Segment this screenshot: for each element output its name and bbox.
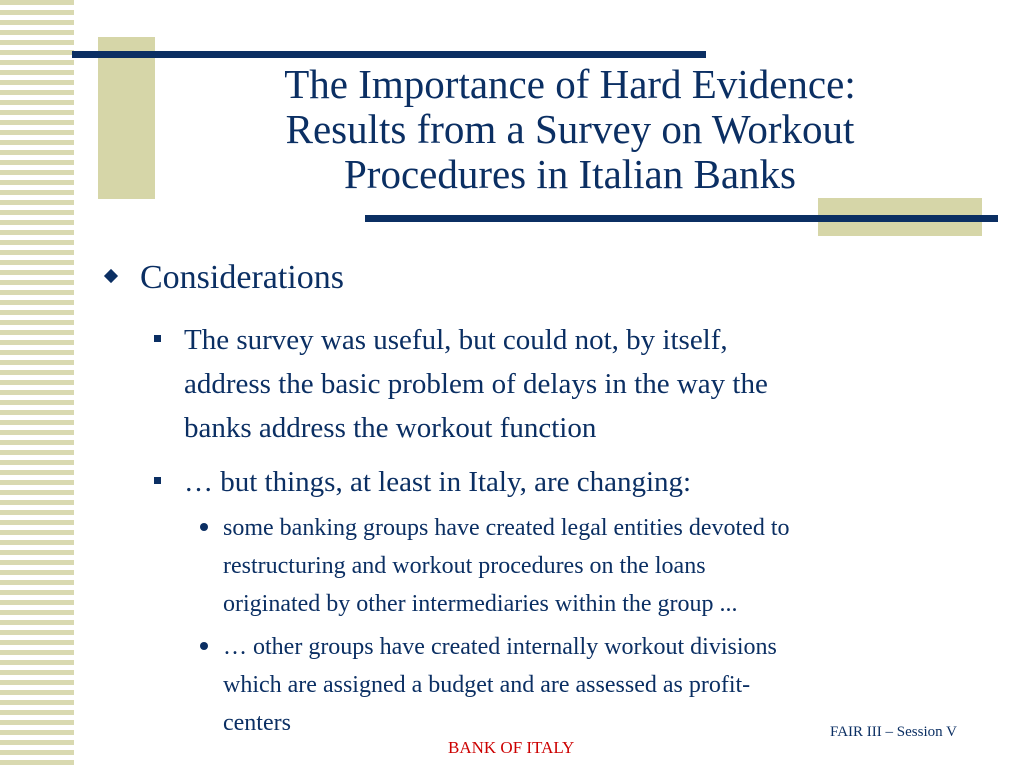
dot-bullet-icon	[200, 523, 208, 531]
sub-bullet-1-line-1: The survey was useful, but could not, by itself,	[184, 324, 728, 356]
sub-sub-bullet-1-line-3: originated by other intermediaries within the group ...	[223, 591, 738, 617]
sub-sub-bullet-2-line-2: which are assigned a budget and are assessed as profit-	[223, 672, 751, 698]
sub-sub-bullet-2-line-3: centers	[223, 710, 291, 736]
title-line-3: Procedures in Italian Banks	[343, 151, 797, 197]
title-line-2: Results from a Survey on Workout	[285, 106, 855, 152]
sub-sub-bullet-1-line-1: some banking groups have created legal entities devoted to	[223, 515, 790, 541]
footer-organization: BANK OF ITALY	[448, 738, 575, 757]
sub-sub-bullet-text	[223, 509, 978, 623]
sub-sub-bullet-1-line-2: restructuring and workout procedures on the loans	[223, 553, 706, 579]
sub-bullet-text	[184, 460, 964, 504]
sub-sub-bullet-2-line-1: … other groups have created internally workout divisions	[223, 634, 777, 660]
diamond-bullet-icon	[104, 269, 118, 283]
bullet-label: Considerations	[140, 259, 344, 296]
title-line-1: The Importance of Hard Evidence:	[284, 61, 856, 107]
sub-bullet-1-line-2: address the basic problem of delays in the way the	[184, 368, 768, 400]
dot-bullet-icon	[200, 642, 208, 650]
sub-bullet-text	[184, 318, 964, 450]
square-bullet-icon	[154, 477, 161, 484]
sub-bullet-2-line-1: … but things, at least in Italy, are changing:	[184, 466, 692, 498]
sub-bullet-1-line-3: banks address the workout function	[184, 412, 597, 444]
square-bullet-icon	[154, 335, 161, 342]
footer-session: FAIR III – Session V	[830, 724, 957, 740]
